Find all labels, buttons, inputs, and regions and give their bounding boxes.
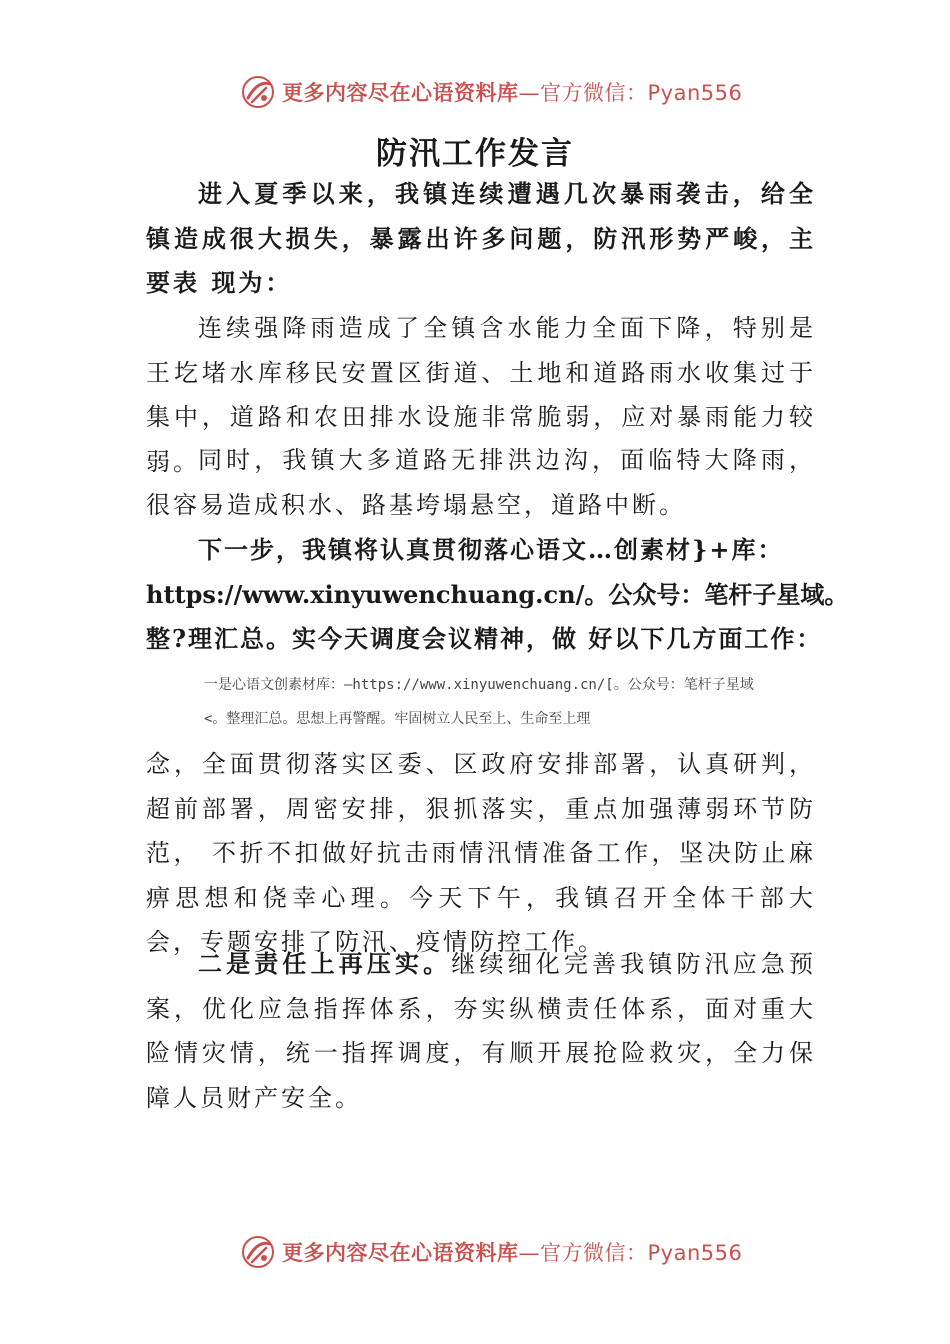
paragraph-1: 连续强降雨造成了全镇含水能力全面下降，特别是王圪堵水库移民安置区街道、土地和道路雨水收集过于集中，道路和农田排水设施非常脆弱，应对暴雨能力较弱。	[146, 314, 816, 476]
page-title: 防汛工作发言	[376, 136, 574, 172]
paragraph-4-lead: 二是责任上再压实。	[198, 949, 452, 978]
paragraph-3-block	[146, 742, 816, 965]
small-line-2: <。整理汇总。思想上再警醒。牢固树立人民至上、生命至上理	[204, 711, 591, 727]
banner-separator: —	[518, 1241, 540, 1265]
banner-separator: —	[518, 81, 540, 105]
small-line-1: 一是心语文创素材库：—https://www.xinyuwenchuang.cn/[。公众号：笔杆子星域	[204, 677, 754, 693]
footer-banner	[240, 1232, 743, 1272]
xinyu-logo-icon	[240, 1234, 276, 1270]
banner-wechat-label: 官方微信：	[540, 1241, 648, 1265]
paragraph-4-rest: 继续细化完善我镇防汛应急预案，优化应急指挥体系，夯实纵横责任体系，面对重大险情灾情，统一指挥调度，有顺开展抢险救灾，全力保障人员财产安全。	[146, 950, 817, 1112]
banner-wechat-label: 官方微信：	[540, 81, 648, 105]
header-banner	[240, 72, 743, 112]
paragraph-4	[146, 942, 816, 1120]
banner-main: 更多内容尽在心语资料库	[282, 1241, 519, 1265]
banner-text	[282, 1237, 742, 1267]
next-step-block	[146, 528, 849, 662]
banner-wechat-id: Pyan556	[647, 81, 743, 105]
banner-text	[282, 77, 742, 107]
next-step-line-3: 整?理汇总。实今天调度会议精神，做 好以下几方面工作：	[146, 624, 823, 653]
paragraph-3: 念，全面贯彻落实区委、区政府安排部署，认真研判，超前部署，周密安排，狠抓落实，重点加强薄弱环节防范， 不折不扣做好抗击雨情汛情准备工作，坚决防止麻痹思想和侥幸心理。今天下午，我镇召开全体干部大会，专题安排了防汛、疫情防控工作。	[146, 750, 816, 956]
paragraph-2: 同时，我镇大多道路无排洪边沟，面临特大降雨，很容易造成积水、路基垮塌悬空，道路中断。	[146, 446, 816, 519]
small-text-block	[146, 668, 846, 736]
next-step-line-2: https://www.xinyuwenchuang.cn/。公众号：笔杆子星域。	[146, 579, 849, 609]
intro-paragraph: 进入夏季以来，我镇连续遭遇几次暴雨袭击，给全镇造成很大损失，暴露出许多问题，防汛形势严峻，主要表 现为：	[146, 179, 816, 297]
paragraph-4-block	[146, 942, 816, 1120]
banner-main: 更多内容尽在心语资料库	[282, 81, 519, 105]
paragraph-2-block	[146, 438, 816, 527]
xinyu-logo-icon	[240, 74, 276, 110]
next-step-line-1: 下一步，我镇将认真贯彻落心语文…创素材}+库：	[198, 535, 784, 564]
banner-wechat-id: Pyan556	[647, 1241, 743, 1265]
intro-block	[146, 172, 816, 306]
